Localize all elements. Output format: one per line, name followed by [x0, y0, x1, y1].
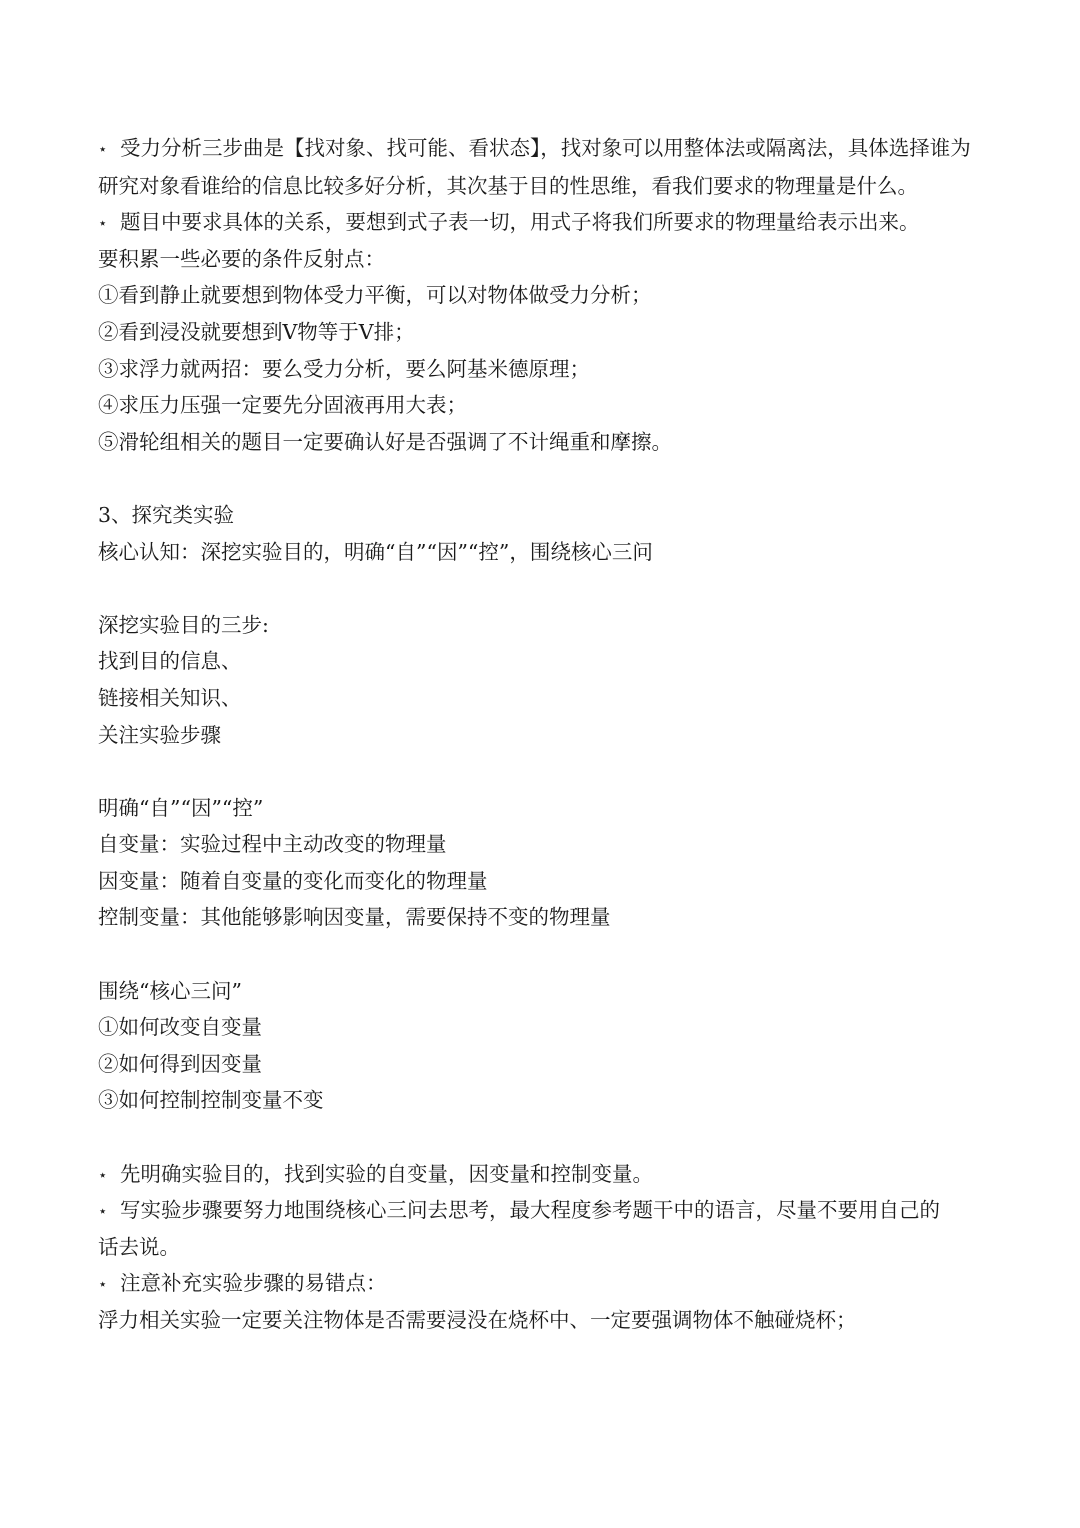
final-line: 浮力相关实验一定要关注物体是否需要浸没在烧杯中、一定要强调物体不触碰烧杯； — [98, 1308, 857, 1332]
tip-item — [98, 1265, 990, 1302]
spacer — [98, 753, 990, 790]
star-icon: ⋆ — [98, 214, 108, 233]
document-body — [98, 130, 990, 1339]
star-icon: ⋆ — [98, 1202, 108, 1221]
tip-item — [98, 1156, 990, 1193]
list-item: 找到目的信息、 — [98, 649, 242, 674]
star-icon: ⋆ — [98, 1275, 108, 1294]
spacer — [98, 460, 990, 497]
list-item: ①看到静止就要想到物体受力平衡，可以对物体做受力分析； — [98, 283, 652, 308]
spacer — [98, 570, 990, 607]
list-item: 关注实验步骤 — [98, 722, 221, 747]
list-item: 链接相关知识、 — [98, 685, 242, 710]
paragraph-reflex-points: 要积累一些必要的条件反射点： — [98, 246, 385, 271]
tip-text: 注意补充实验步骤的易错点： — [120, 1271, 387, 1296]
list-item: ③如何控制控制变量不变 — [98, 1088, 324, 1113]
star-icon: ⋆ — [98, 1165, 108, 1184]
star-icon: ⋆ — [98, 140, 108, 158]
list-item: ②如何得到因变量 — [98, 1051, 262, 1076]
list-item: 自变量：实验过程中主动改变的物理量 — [98, 832, 447, 857]
list-item: ⑤滑轮组相关的题目一定要确认好是否强调了不计绳重和摩擦。 — [98, 429, 672, 454]
list-item: ④求压力压强一定要先分固液再用大表； — [98, 393, 467, 418]
paragraph-text: 受力分析三步曲是【找对象、找可能、看状态】，找对象可以用整体法或隔离法，具体选择谁为研究对象看谁给的信息比较多好分析，其次基于目的性思维，看我们要求的物理量是什么。 — [98, 136, 971, 198]
spacer — [98, 936, 990, 973]
list-item: ②看到浸没就要想到V物等于V排； — [98, 319, 415, 344]
tip-text: 写实验步骤要努力地围绕核心三问去思考，最大程度参考题干中的语言，尽量不要用自己的 — [120, 1198, 940, 1223]
tip-text: 先明确实验目的，找到实验的自变量，因变量和控制变量。 — [120, 1161, 653, 1186]
list-item: 控制变量：其他能够影响因变量，需要保持不变的物理量 — [98, 905, 611, 930]
core-cognition: 核心认知：深挖实验目的，明确“自”“因”“控”，围绕核心三问 — [98, 539, 653, 564]
section-heading: 3、探究类实验 — [98, 502, 235, 527]
tip-item — [98, 1192, 990, 1229]
paragraph-relation — [98, 204, 990, 241]
clarify-title: 明确“自”“因”“控” — [98, 795, 264, 820]
spacer — [98, 1119, 990, 1156]
paragraph-force-analysis — [98, 130, 990, 204]
list-item: 因变量：随着自变量的变化而变化的物理量 — [98, 868, 488, 893]
list-item: ①如何改变自变量 — [98, 1015, 262, 1040]
questions-title: 围绕“核心三问” — [98, 978, 242, 1003]
dig-steps-title: 深挖实验目的三步: — [98, 612, 269, 637]
tip-item-continued: 话去说。 — [98, 1234, 180, 1259]
paragraph-text: 题目中要求具体的关系，要想到式子表一切，用式子将我们所要求的物理量给表示出来。 — [120, 210, 920, 235]
list-item: ③求浮力就两招：要么受力分析，要么阿基米德原理； — [98, 356, 590, 381]
